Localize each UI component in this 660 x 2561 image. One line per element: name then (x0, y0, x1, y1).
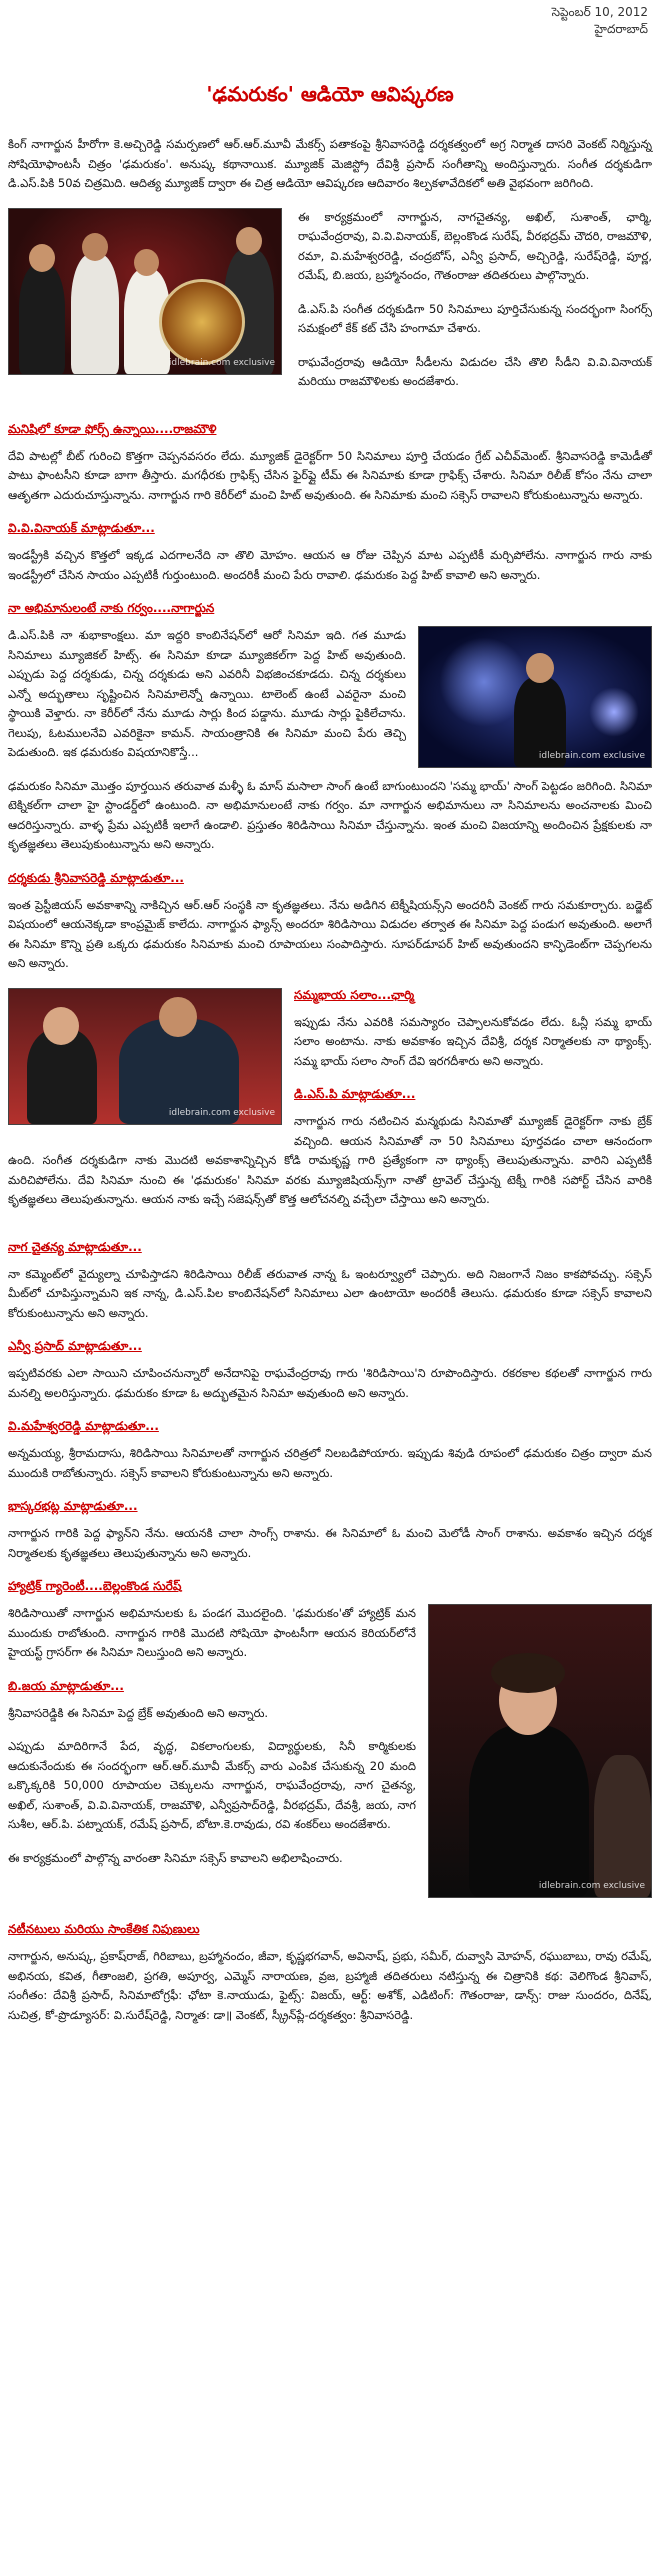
charmi-audience-photo (428, 1604, 652, 1898)
heading-vinayak: వి.వి.వినాయక్ మాట్లాడుతూ... (8, 521, 155, 535)
welfare-cheques-paragraph: ఎప్పుడు మాదిరిగానే పేద, వృద్ధ, వికలాంగులకు, విద్యార్థులకు, సినీ కార్మికులకు ఆదుకునేందుకు ఈ సందర్భంగా ఆర్.ఆర్.మూవీ మేకర్స్ వారు ఎంపిక చేసుకున్న 20 మంది ఒక్కొక్కరికి 50,000 రూపాయల చెక్కులను నాగార్జున, రాఘవేంద్రరావు, నాగ చైతన్య, అఖిల్, సుశాంత్, వి.వి.వినాయక్, రాజమౌళి, ఎన్వీప్రసాద్‌రెడ్డి, వీరభద్రమ్, దేవశ్రీ, జయ, నాగ సుశీల, ఆర్.పి. పట్నాయక్, రమేష్ ప్రసాద్, బోటా.కె.రావుడు, రవి శంకర్‌లు అందజేశారు. (8, 1739, 416, 1831)
heading-rajamouli: మనిషిలో కూడా ఫోర్స్ ఉన్నాయి....రాజమౌళి (8, 421, 217, 436)
nagarjuna-paragraph-2: ఢమరుకం సినిమా మొత్తం పూర్తయిన తరువాత మళ్ళీ ఓ మాస్ మసాలా సాంగ్ ఉంటే బాగుంటుందని 'సమ్మ భాయ్' సాంగ్ పెట్టడం జరిగింది. సినిమా టెక్నికల్‌గా చాలా హై స్టాండర్డ్‌లో ఉంటుంది. నా అభిమానులంటే నాకు గర్వం. మా నాగార్జున అభిమానులు నా సినిమాలను అంచనాలకు మించి ఆదరిస్తున్నారు. వాళ్ళ ప్రేమ ఎప్పటికీ ఇలాగే ఉండాలి. ప్రస్తుతం శిరిడిసాయి సినిమా చేస్తున్నాను. ఇంత మంచి విజయాన్ని అందించిన ప్రేక్షకులకు నా కృతజ్ఞతలు తెలుపుకుంటున్నాను అని అన్నారు. (8, 778, 652, 851)
dsp-paragraph: నాగార్జున గారు నటించిన మన్మథుడు సినిమాతో మ్యూజిక్ డైరెక్టర్‌గా నాకు బ్రేక్ వచ్చింది. ఆయన సినిమాతో నా 50 సినిమాలు పూర్తవడం చాలా ఆనందంగా ఉంది. సంగీత దర్శకుడిగా నాకు మొదటి అవకాశాన్నిచ్చిన కోడి రామకృష్ణ గారి ప్రత్యేకంగా నా థ్యాంక్స్ తెలుపుతున్నాను. వారిని ఎప్పటికీ మరిచిపోలేను. దేవి సినిమా నుంచి ఈ 'ఢమరుకం' సినిమా వరకు మ్యూజిషియన్స్‌గా నాతో ట్రావెల్ చేస్తున్న టెక్నీ గారికి సపోర్ట్ చేసిన వారికి కృతజ్ఞతలు తెలుపుతున్నాను. ఆయన నాకు ఇచ్చే సజెషన్స్‌తో కొత్త ఆలోచనల్ని వచ్చేలా చేస్తాయి అని అన్నారు. (8, 1114, 652, 1206)
heading-b-jaya: బి.జయ మాట్లాడుతూ... (8, 1678, 124, 1693)
heading-nagarjuna: నా అభిమానులంటే నాకు గర్వం....నాగార్జున (8, 601, 215, 615)
charmi-paragraph: ఇప్పుడు నేను ఎవరికి సమస్యారం చెప్పాలనుకోవడం లేదు. ఓన్లీ సమ్మ భాయ్ సలాం అంటాను. నాకు అవకాశం ఇచ్చిన దేవిశ్రీ, దర్శక నిర్మాతలకు నా థ్యాంక్స్. సమ్మ భాయ్ సలాం సాంగ్ దేవి ఇరగదీశారు అని అన్నారు. (294, 1014, 652, 1068)
b-jaya-paragraph: శ్రీనివాసరెడ్డికి ఈ సినిమా పెద్ద బ్రేక్ అవుతుంది అని అన్నారు. (8, 1705, 269, 1720)
audio-launch-photo (8, 208, 282, 375)
nvprasad-paragraph: ఇప్పటివరకు ఎలా సాయిని చూపించనున్నారో అనేదానిపై రాఘవేంద్రరావు గారు 'శిరిడిసాయి'ని రూపొందిస్తారు. రకరకాల కథలతో నాగార్జున గారు మనల్ని అలరిస్తున్నారు. ఢమరుకం కూడా ఓ అద్భుతమైన సినిమా అవుతుంది అని అన్నారు. (8, 1366, 652, 1400)
cake-paragraph: డి.ఎస్.పి సంగీత దర్శకుడిగా 50 సినిమాలు పూర్తిచేసుకున్న సందర్భంగా సింగర్స్ సమక్షంలో కేక్ కట్ చేసి హంగామా చేశారు. (298, 301, 652, 335)
photo-watermark: idlebrain.com exclusive (538, 1881, 645, 1891)
intro-paragraph: కింగ్ నాగార్జున హీరోగా కె.అచ్చిరెడ్డి సమర్పణలో ఆర్.ఆర్.మూవీ మేకర్స్ పతాకంపై శ్రీనివాసరెడ్డి దర్శకత్వంలో అగ్ర నిర్మాత దాసరి వెంకట్ నిర్మిస్తున్న సోషియోఫాంటసీ చిత్రం 'ఢమరుకం'. అనుష్క కథానాయిక. మ్యూజిక్ మెజిస్ట్రో దేవిశ్రీ ప్రసాద్ సంగీతాన్ని అందిస్తున్నారు. సంగీత దర్శకుడిగా డి.ఎస్.పికి 50వ చిత్రమిది. ఆదిత్య మ్యూజిక్ ద్వారా ఈ చిత్ర ఆడియో ఆవిష్కరణ ఆదివారం శిల్పకళావేదికలో అతి వైభవంగా జరిగింది. (8, 137, 652, 190)
dateline (8, 0, 652, 38)
article-title: 'ఢమరుకం' ఆడియో ఆవిష్కరణ (206, 82, 454, 106)
cd-release-paragraph: రాఘవేంద్రరావు ఆడియో సీడీలను విడుదల చేసి తొలి సీడీని వి.వి.వినాయక్ మరియు రాజమౌళిలకు అందజేశారు. (298, 354, 652, 388)
photo-watermark: idlebrain.com exclusive (168, 1107, 275, 1118)
heading-bhaskarabhatla: భాస్కరభట్ల మాట్లాడుతూ... (8, 1499, 138, 1513)
charmi-nagarjuna-photo (8, 988, 282, 1125)
cast-crew-paragraph: నాగార్జున, అనుష్క, ప్రకాష్‌రాజ్, గిరిబాబు, బ్రహ్మానందం, జీవా, కృష్ణభగవాన్, అవినాష్, ప్రభు, సమీర్, దువ్వాసి మోహన్, రఘుబాబు, రావు రమేష్, అభినయ, కవిత, గీతాంజలి, ప్రగతి, అపూర్వ, ఎమ్మెస్ నారాయణ, వ్రజ, బ్రహ్మాజీ తదితరులు నటిస్తున్న ఈ చిత్రానికి కథ: వెలిగొండ శ్రీనివాస్, సంగీతం: దేవిశ్రీ ప్రసాద్, సినిమాటోగ్రఫీ: ఛోటా కె.నాయుడు, ఫైట్స్: విజయ్, ఆర్ట్: అశోక్, ఎడిటింగ్: గౌతంరాజు, డాన్స్: రాజు సుందరం, దినేష్, సుచిత్ర, కో-ప్రొడ్యూసర్: వి.సురేష్‌రెడ్డి, నిర్మాత: డా॥ వెంకట్, స్క్రీన్‌ప్లే-దర్శకత్వం: శ్రీనివాసరెడ్డి. (8, 1949, 652, 2022)
heading-charmi: సమ్మభాయ సలాం...ఛార్మి (294, 987, 415, 1002)
heading-maheshwarareddy: వి.మహేశ్వరరెడ్డి మాట్లాడుతూ... (8, 1419, 159, 1433)
chaitanya-paragraph: నా కమ్మెంట్‌లో వైద్యుల్నా చూపిస్తాడని శిరిడిసాయి రిలీజ్ తరువాత నాన్న ఓ ఇంటర్వ్యూలో చెప్పారు. అది నిజంగానే నిజం కాకపోవచ్చు. సక్సెస్ మీట్‌లో చూపిస్తున్నామని ఇక నాన్న, డి.ఎస్.పిల కాంబినేషన్‌లో సినిమాలు ఎలా ఉంటాయో అందరికీ తెలుసు. ఢమరుకం కూడా సక్సెస్ కావాలని కోరుకుంటున్నాను అని అన్నారు. (8, 1266, 652, 1320)
heading-nvprasad: ఎన్వీ ప్రసాద్ మాట్లాడుతూ... (8, 1339, 142, 1353)
nagarjuna-paragraph-1: డి.ఎస్.పికి నా శుభాకాంక్షలు. మా ఇద్దరి కాంబినేషన్‌లో ఆరో సినిమా ఇది. గత మూడు సినిమాలు మ్యూజికల్ హిట్స్. ఈ సినిమా కూడా మ్యూజికల్‌గా పెద్ద హిట్ అవుతుంది. ఎప్పుడు పెద్ద దర్శకుడు, చిన్న దర్శకుడు అని ఎవరినీ విభజించకూడదు. చిన్న దర్శకులు ఎన్నో అద్భుతాలు సృష్టించిన సినిమాలెన్నో ఉన్నాయి. టాలెంట్ ఉంటే ఎవరైనా మంచి స్థాయికి వెళ్తారు. నా కెరీర్‌లో నేను మూడు సార్లు కింద పడ్డాను. మూడు సార్లు పైకిలేచాను. గెలుపు, ఓటములనేవి ఎవరికైనా కామన్. సాయంత్రానికి ఈ సినిమా మంచి పేరు తెచ్చి పెడుతుంది. ఇక ఢమరుకం విషయానికొస్తే... (8, 628, 406, 759)
photo-watermark: idlebrain.com exclusive (168, 357, 275, 368)
guests-paragraph: ఈ కార్యక్రమంలో నాగార్జున, నాగచైతన్య, అఖిల్, సుశాంత్, ఛార్మి, రాఘవేంద్రరావు, వి.వి.వినాయక్, బెల్లంకొండ సురేష్, వీరభద్రమ్ చౌదరి, రాజమౌళి, రమా, వి.మహేశ్వరరెడ్డి, చంద్రబోస్, ఎన్వీ ప్రసాద్, అచ్చిరెడ్డి, సురేష్‌రెడ్డి, పూర్ణ, రమేష్, బి.జయ, బ్రహ్మానందం, గౌతంరాజు తదితరులు పాల్గొన్నారు. (298, 209, 652, 282)
nagarjuna-stage-photo (418, 626, 652, 768)
director-paragraph: ఇంత ప్రెస్టీజియస్ అవకాశాన్ని నాకిచ్చిన ఆర్.ఆర్ సంస్థకి నా కృతజ్ఞతలు. నేను అడిగిన టెక్నీషియన్స్‌ని అందరినీ వెంకట్ గారు సమకూర్చారు. బడ్జెట్ విషయంలో ఆయనెక్కడా కాంప్రమైజ్ కాలేదు. నాగార్జున ఫ్యాన్స్ అందరూ శిరిడిసాయి విడుదల తర్వాత ఈ సినిమా పెద్ద పండుగ అవుతుంది. అలాగే ఈ సినిమా కొన్ని ప్రతి ఒక్కరు ఢమరుకం సినిమాకు మంచి రూపాయలు సంపాదిస్తారు. సూపర్‌డూపర్ హిట్ అవుతుందని కాన్ఫిడెంట్‌గా చెప్పగలను అని అన్నారు. (8, 897, 652, 970)
date: సెప్టెంబర్ 10, 2012 (551, 5, 648, 19)
heading-bellamkonda-suresh: హ్యాట్రిక్ గ్యారెంటీ....బెల్లంకొండ సురేష్ (8, 1579, 182, 1593)
vinayak-paragraph: ఇండస్ట్రీకి వచ్చిన కొత్తలో ఇక్కడ ఎదగాలనేది నా తొలి మోహం. ఆయన ఆ రోజు చెప్పిన మాట ఎప్పటికీ మర్చిపోలేను. నాగార్జున గారు నాకు ఇండస్ట్రీలో చేసిన సాయం ఎప్పటికీ గుర్తుంటుంది. అందరికీ మంచి పేరు రావాలి. ఢమరుకం పెద్ద హిట్ కావాలి అని అన్నారు. (8, 548, 652, 582)
heading-chaitanya: నాగ చైతన్య మాట్లాడుతూ... (8, 1239, 142, 1254)
rajamouli-paragraph: దేవి పాటల్లో బీట్ గురించి కొత్తగా చెప్పనవసరం లేదు. మ్యూజిక్ డైరెక్టర్‌గా 50 సినిమాలు పూర్తి చేయడం గ్రేట్ ఎచీవ్‌మెంట్. శ్రీనివాసరెడ్డి కామెడీతో పాటు ఫాంటసీని కూడా బాగా తీస్తారు. మగధీరకు గ్రాఫిక్స్ చేసిన ఫైర్‌ఫ్లై టీమ్ ఈ సినిమాకు కూడా గ్రాఫిక్స్ చేశారు. సినిమా రిలీజ్ కోసం నేను చాలా ఆతృతగా ఎదురుచూస్తున్నాను. నాగార్జున గారి కెరీర్‌లో మంచి హిట్ అవుతుంది. ఈ సినిమాకు మంచి సక్సెస్ రావాలని కోరుకుంటున్నాను అన్నారు. (8, 448, 652, 502)
closing-paragraph: ఈ కార్యక్రమంలో పాల్గొన్న వారంతా సినిమా సక్సెస్ కావాలని అభిలాషించారు. (8, 1850, 343, 1865)
bellamkonda-suresh-paragraph: శిరిడిసాయితో నాగార్జున అభిమానులకు ఓ పండగ మొదలైంది. 'ఢమరుకం'తో హ్యాట్రిక్ మన ముందుకు రాబోతుంది. నాగార్జున గారికి మొదటి సోషియో ఫాంటసీగా ఆయన కెరియర్‌లోనే హైయస్ట్ గ్రాసర్‌గా ఈ సినిమా నిలుస్తుంది అని అన్నారు. (8, 1606, 416, 1659)
city: హైదరాబాద్ (594, 22, 648, 36)
heading-dsp: డి.ఎస్.పి మాట్లాడుతూ... (294, 1087, 416, 1101)
maheshwarareddy-paragraph: అన్నమయ్య, శ్రీరామదాసు, శిరిడిసాయి సినిమాలతో నాగార్జున చరిత్రలో నిలబడిపోయారు. ఇప్పుడు శివుడి రూపంలో ఢమరుకం చిత్రం ద్వారా మన ముందుకి రాబోతున్నారు. సక్సెస్ కావాలని కోరుకుంటున్నాను అని అన్నారు. (8, 1446, 652, 1480)
bhaskarabhatla-paragraph: నాగార్జున గారికి పెద్ద ఫ్యాన్‌ని నేను. ఆయనకి చాలా సాంగ్స్ రాశాను. ఈ సినిమాలో ఓ మంచి మెలోడీ సాంగ్ రాశాను. అవకాశం ఇచ్చిన దర్శక నిర్మాతలకు కృతజ్ఞతలు తెలుపుతున్నాను అని అన్నారు. (8, 1526, 652, 1560)
photo-watermark: idlebrain.com exclusive (538, 751, 645, 761)
heading-director: దర్శకుడు శ్రీనివాసరెడ్డి మాట్లాడుతూ... (8, 870, 184, 885)
heading-cast-crew: నటీనటులు మరియు సాంకేతిక నిపుణులు (8, 1922, 200, 1936)
